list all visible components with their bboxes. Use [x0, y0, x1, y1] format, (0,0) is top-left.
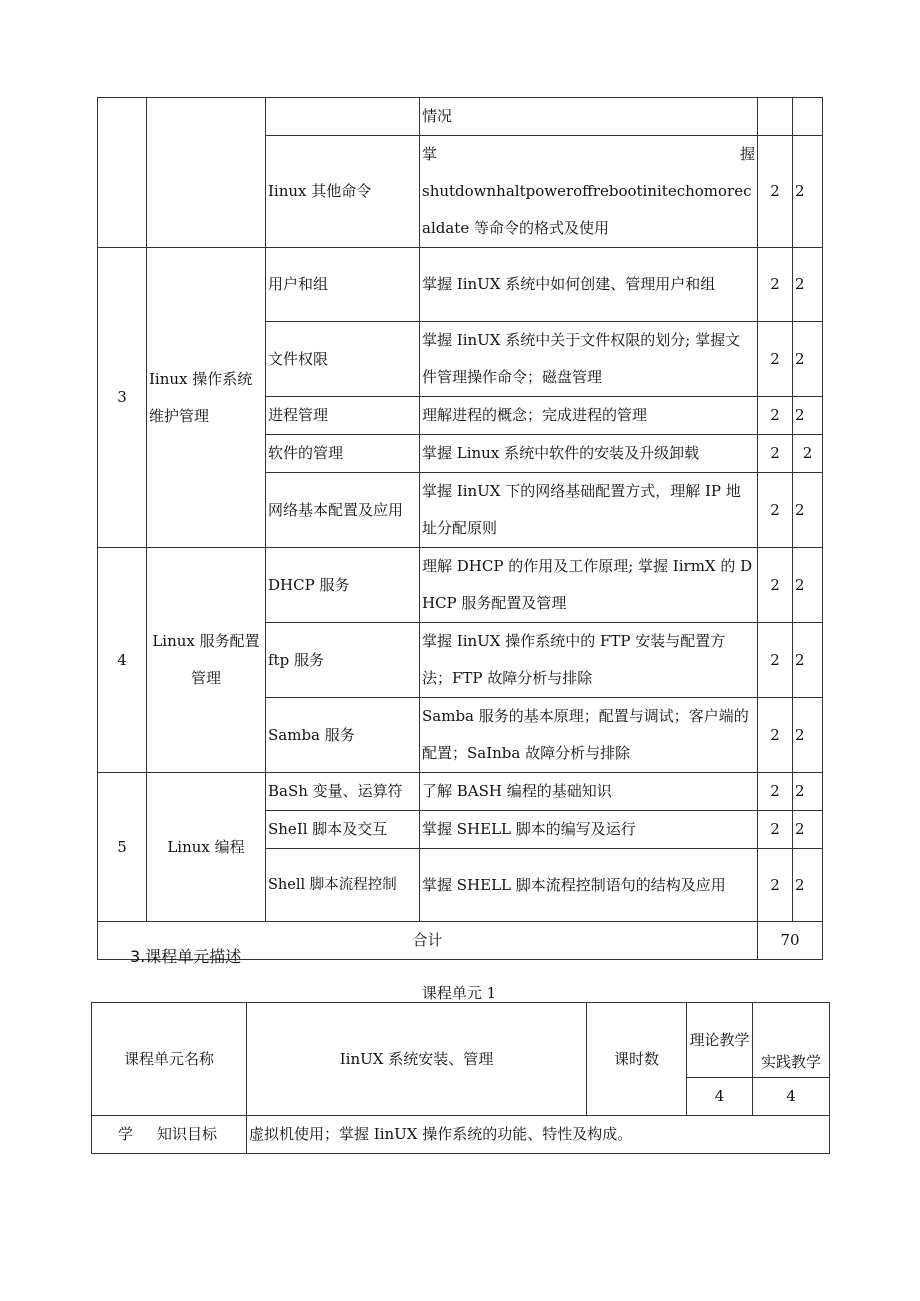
total-row: 合计 70: [98, 922, 823, 960]
table-row: 网络基本配置及应用 掌握 IinUX 下的网络基础配置方式，理解 IP 地址分配原则 2 2: [98, 473, 823, 548]
table-row: 软件的管理 掌握 Linux 系统中软件的安装及升级卸载 2 2: [98, 435, 823, 473]
table-row: Shell 脚本流程控制 掌握 SHELL 脚本流程控制语句的结构及应用 2 2: [98, 849, 823, 922]
table-row: ftp 服务 掌握 IinUX 操作系统中的 FTP 安装与配置方法；FTP 故障分析与排除 2 2: [98, 623, 823, 698]
table-row: 情况: [98, 98, 823, 136]
table-row: 文件权限 掌握 IinUX 系统中关于文件权限的划分; 掌握文件管理操作命令；磁盘管理 2 2: [98, 322, 823, 397]
table-row: SheIl 脚本及交互 掌握 SHELL 脚本的编写及运行 2 2: [98, 811, 823, 849]
unit-title: 课程单元 1: [421, 984, 497, 1002]
table-row: 3 Iinux 操作系统维护管理 用户和组 掌握 IinUX 系统中如何创建、管理用户和组 2 2: [98, 248, 823, 322]
section-heading: 3.课程单元描述: [130, 947, 242, 966]
course-unit-table: [91, 1002, 830, 1154]
table-row: 进程管理 理解进程的概念；完成进程的管理 2 2: [98, 397, 823, 435]
table-row: 学 知识目标 虚拟机使用；掌握 IinUX 操作系统的功能、特性及构成。: [92, 1116, 830, 1154]
table-row: 4 Linux 服务配置管理 DHCP 服务 理解 DHCP 的作用及工作原理; 掌握 IirmX 的 DHCP 服务配置及管理 2 2: [98, 548, 823, 623]
table-row: Samba 服务 Samba 服务的基本原理；配置与调试；客户端的配置；SaInba 故障分析与排除 2 2: [98, 698, 823, 773]
table-row: 课程单元名称 IinUX 系统安装、管理 课时数 理论教学 实践教学: [92, 1003, 830, 1078]
table-row: 5 Linux 编程 BaSh 变量、运算符 了解 BASH 编程的基础知识 2 2: [98, 773, 823, 811]
course-hours-table: [97, 97, 823, 960]
table-row: Iinux 其他命令 掌 握 shutdownhaltpoweroffrebootinitechomorecaldate 等命令的格式及使用 2 2: [98, 136, 823, 248]
table-row: 4 4: [92, 1078, 830, 1116]
